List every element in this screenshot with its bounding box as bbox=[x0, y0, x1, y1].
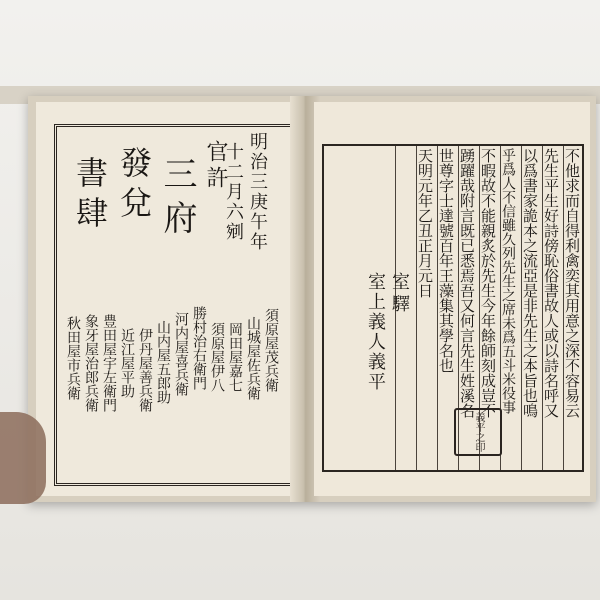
publisher-11: 象牙屋治郎兵衛 bbox=[83, 314, 99, 412]
text-column-1: 不他求而自得利禽奕其用意之深不容易云 bbox=[563, 148, 581, 418]
holding-hand bbox=[0, 412, 46, 504]
title-sanfu: 三府 bbox=[157, 156, 197, 244]
seal-text: 義平之印 bbox=[473, 412, 484, 452]
seal-stamp bbox=[454, 408, 502, 456]
text-column-7: 世尊字士達號百年王藻集其學名也 bbox=[437, 148, 455, 373]
signature-name: 室上義人義平 bbox=[365, 272, 386, 392]
official-permission: 官許 bbox=[203, 140, 228, 192]
month-day: 十二月六剜 bbox=[223, 142, 244, 242]
publisher-9: 近江屋平助 bbox=[119, 328, 135, 398]
text-column-4: 乎爲人不信雖久列先生之席未爲五斗米役事 bbox=[500, 148, 516, 414]
publisher-4: 須原屋伊八 bbox=[209, 322, 225, 392]
era-year: 明治三庚午年 bbox=[247, 132, 268, 252]
left-page bbox=[36, 102, 298, 496]
publisher-6: 河内屋喜兵衛 bbox=[173, 312, 189, 396]
publisher-2: 山城屋佐兵衛 bbox=[245, 316, 261, 400]
publisher-12: 秋田屋市兵衛 bbox=[65, 316, 81, 400]
title-shoshi: 書肆 bbox=[71, 156, 109, 236]
publisher-8: 伊丹屋善兵衛 bbox=[137, 328, 153, 412]
date-line: 天明元年乙丑正月元日 bbox=[416, 148, 434, 298]
open-book bbox=[28, 96, 596, 502]
text-column-2: 先生平生好詩傍恥俗書故人或以詩名呼又 bbox=[542, 148, 560, 418]
publisher-7: 山内屋五郎助 bbox=[155, 320, 171, 404]
signature-place: 室驛 bbox=[389, 272, 410, 316]
publisher-1: 須原屋茂兵衛 bbox=[263, 308, 279, 392]
publisher-5: 勝村治右衛門 bbox=[191, 306, 207, 390]
title-hatsuda: 發兌 bbox=[115, 146, 153, 226]
text-column-6: 踴躍哉附言既已悉焉吾又何言先生姓溪名 bbox=[458, 148, 476, 418]
publisher-10: 豊田屋宇左衛門 bbox=[101, 314, 117, 412]
publisher-3: 岡田屋嘉七 bbox=[227, 322, 243, 392]
right-page bbox=[314, 102, 590, 496]
text-column-3: 以爲書家詭本之流亞是非先生之本旨也鳴 bbox=[521, 148, 539, 418]
text-column-5: 不暇故不能親炙於先生今年餘師刻成豈不 bbox=[479, 148, 497, 418]
